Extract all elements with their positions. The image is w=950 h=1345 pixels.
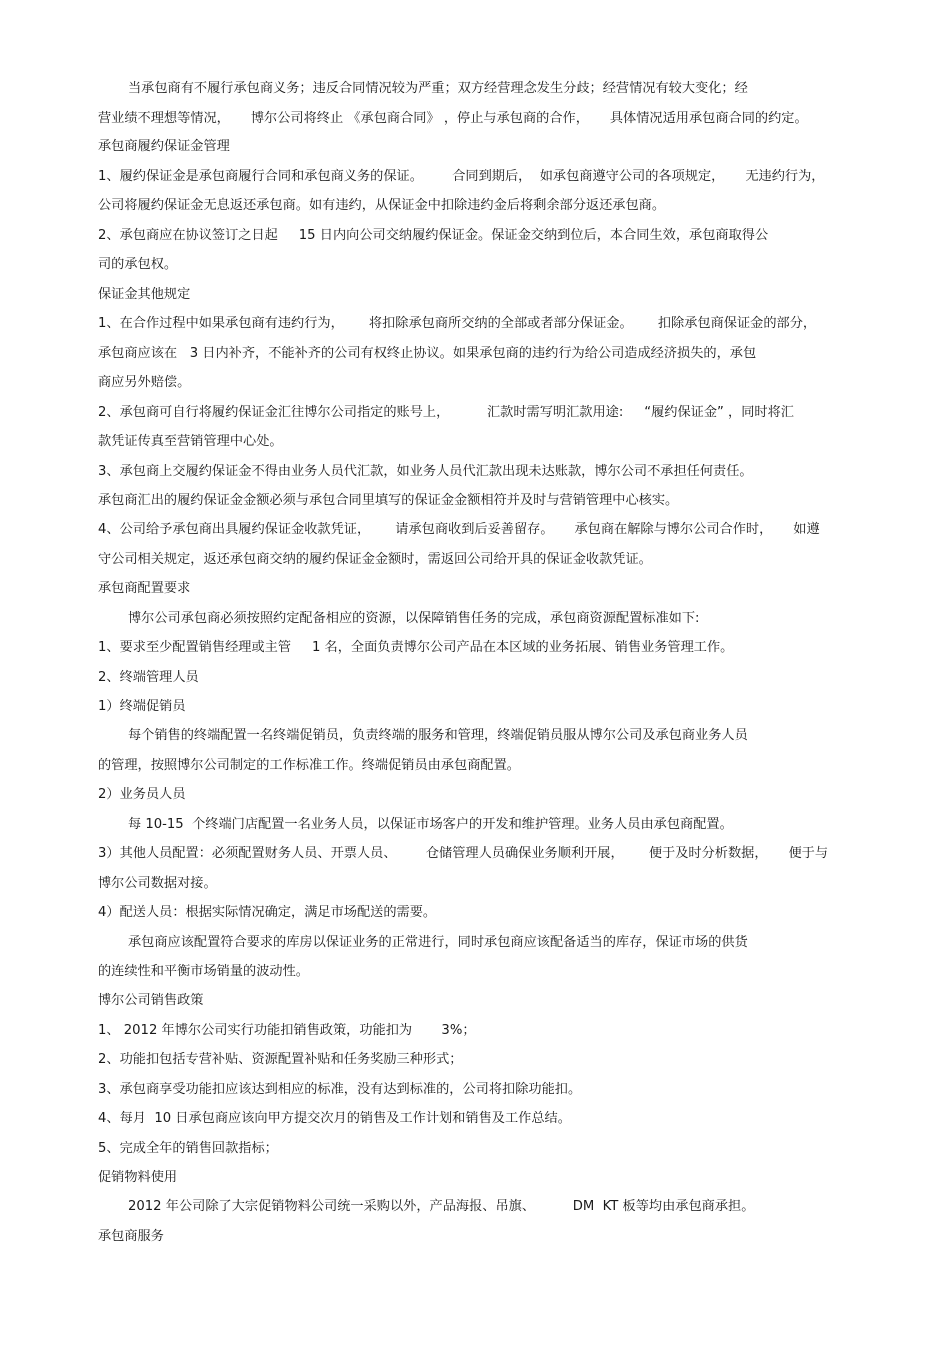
section-heading: 承包商服务 [98,1229,164,1244]
paragraph-line: 3、承包商上交履约保证金不得由业务人员代汇款，如业务人员代汇款出现未达账款，博尔公司不承担任何责任。 [98,464,753,479]
paragraph-line: 1、要求至少配置销售经理或主管 1 名，全面负责博尔公司产品在本区域的业务拓展、销售业务管理工作。 [98,640,734,655]
paragraph-line: 4）配送人员：根据实际情况确定，满足市场配送的需要。 [98,905,437,920]
paragraph-line: 5、完成全年的销售回款指标； [98,1141,278,1156]
paragraph-line: 承包商汇出的履约保证金金额必须与承包合同里填写的保证金金额相符并及时与营销管理中心核实。 [98,493,679,508]
paragraph-line: 1、 2012 年博尔公司实行功能扣销售政策，功能扣为 3%； [98,1023,476,1038]
paragraph-line: 司的承包权。 [98,257,178,272]
paragraph-line: 4、公司给予承包商出具履约保证金收款凭证， 请承包商收到后妥善留存。 承包商在解除与博尔公司合作时， 如遵 [98,522,820,537]
paragraph-line: 每 10-15 个终端门店配置一名业务人员，以保证市场客户的开发和维护管理。业务人员由承包商配置。 [128,817,733,832]
paragraph-line: 的连续性和平衡市场销量的波动性。 [98,964,309,979]
paragraph-line: 3、承包商享受功能扣应该达到相应的标准，没有达到标准的，公司将扣除功能扣。 [98,1082,582,1097]
paragraph-line: 2、功能扣包括专营补贴、资源配置补贴和任务奖励三种形式； [98,1052,463,1067]
paragraph-line: 的管理，按照博尔公司制定的工作标准工作。终端促销员由承包商配置。 [98,758,520,773]
paragraph-line: 2）业务员人员 [98,787,186,802]
paragraph-line: 公司将履约保证金无息返还承包商。如有违约，从保证金中扣除违约金后将剩余部分返还承包商。 [98,198,666,213]
paragraph-line: 承包商应该配置符合要求的库房以保证业务的正常进行，同时承包商应该配备适当的库存，保证市场的供货 [128,935,748,950]
paragraph-line: 博尔公司数据对接。 [98,876,217,891]
paragraph-line: 款凭证传真至营销管理中心处。 [98,434,283,449]
paragraph-line: 当承包商有不履行承包商义务；违反合同情况较为严重；双方经营理念发生分歧；经营情况有较大变化；经 [128,81,748,96]
paragraph-line: 营业绩不理想等情况， 博尔公司将终止 《承包商合同》 ，停止与承包商的合作， 具体情况适用承包商合同的约定。 [98,111,808,126]
paragraph-line: 2012 年公司除了大宗促销物料公司统一采购以外，产品海报、吊旗、 DM KT 板等均由承包商承担。 [128,1199,755,1214]
paragraph-line: 守公司相关规定，返还承包商交纳的履约保证金金额时，需返回公司给开具的保证金收款凭证。 [98,552,652,567]
paragraph-line: 承包商应该在 3 日内补齐，不能补齐的公司有权终止协议。如果承包商的违约行为给公司造成经济损失的，承包 [98,346,757,361]
paragraph-line: 1、履约保证金是承包商履行合同和承包商义务的保证。 合同到期后， 如承包商遵守公司的各项规定， 无违约行为， [98,169,825,184]
paragraph-line: 每个销售的终端配置一名终端促销员，负责终端的服务和管理，终端促销员服从博尔公司及承包商业务人员 [128,728,748,743]
section-heading: 保证金其他规定 [98,287,191,302]
section-heading: 博尔公司销售政策 [98,993,204,1008]
paragraph-line: 2、终端管理人员 [98,670,199,685]
paragraph-line: 2、承包商应在协议签订之日起 15 日内向公司交纳履约保证金。保证金交纳到位后，本合同生效，承包商取得公 [98,228,769,243]
paragraph-line: 商应另外赔偿。 [98,375,191,390]
paragraph-line: 2、承包商可自行将履约保证金汇往博尔公司指定的账号上， 汇款时需写明汇款用途: “履约保证金” ，同时将汇 [98,405,794,420]
section-heading: 促销物料使用 [98,1170,178,1185]
paragraph-line: 1、在合作过程中如果承包商有违约行为， 将扣除承包商所交纳的全部或者部分保证金。 扣除承包商保证金的部分， [98,316,817,331]
paragraph-line: 1）终端促销员 [98,699,186,714]
paragraph-line: 4、每月 10 日承包商应该向甲方提交次月的销售及工作计划和销售及工作总结。 [98,1111,571,1126]
section-heading: 承包商履约保证金管理 [98,139,230,154]
paragraph-line: 3）其他人员配置：必须配置财务人员、开票人员、 仓储管理人员确保业务顺利开展， 便于及时分析数据， 便于与 [98,846,829,861]
paragraph-line: 博尔公司承包商必须按照约定配备相应的资源，以保障销售任务的完成，承包商资源配置标准如下: [128,611,700,626]
section-heading: 承包商配置要求 [98,581,191,596]
